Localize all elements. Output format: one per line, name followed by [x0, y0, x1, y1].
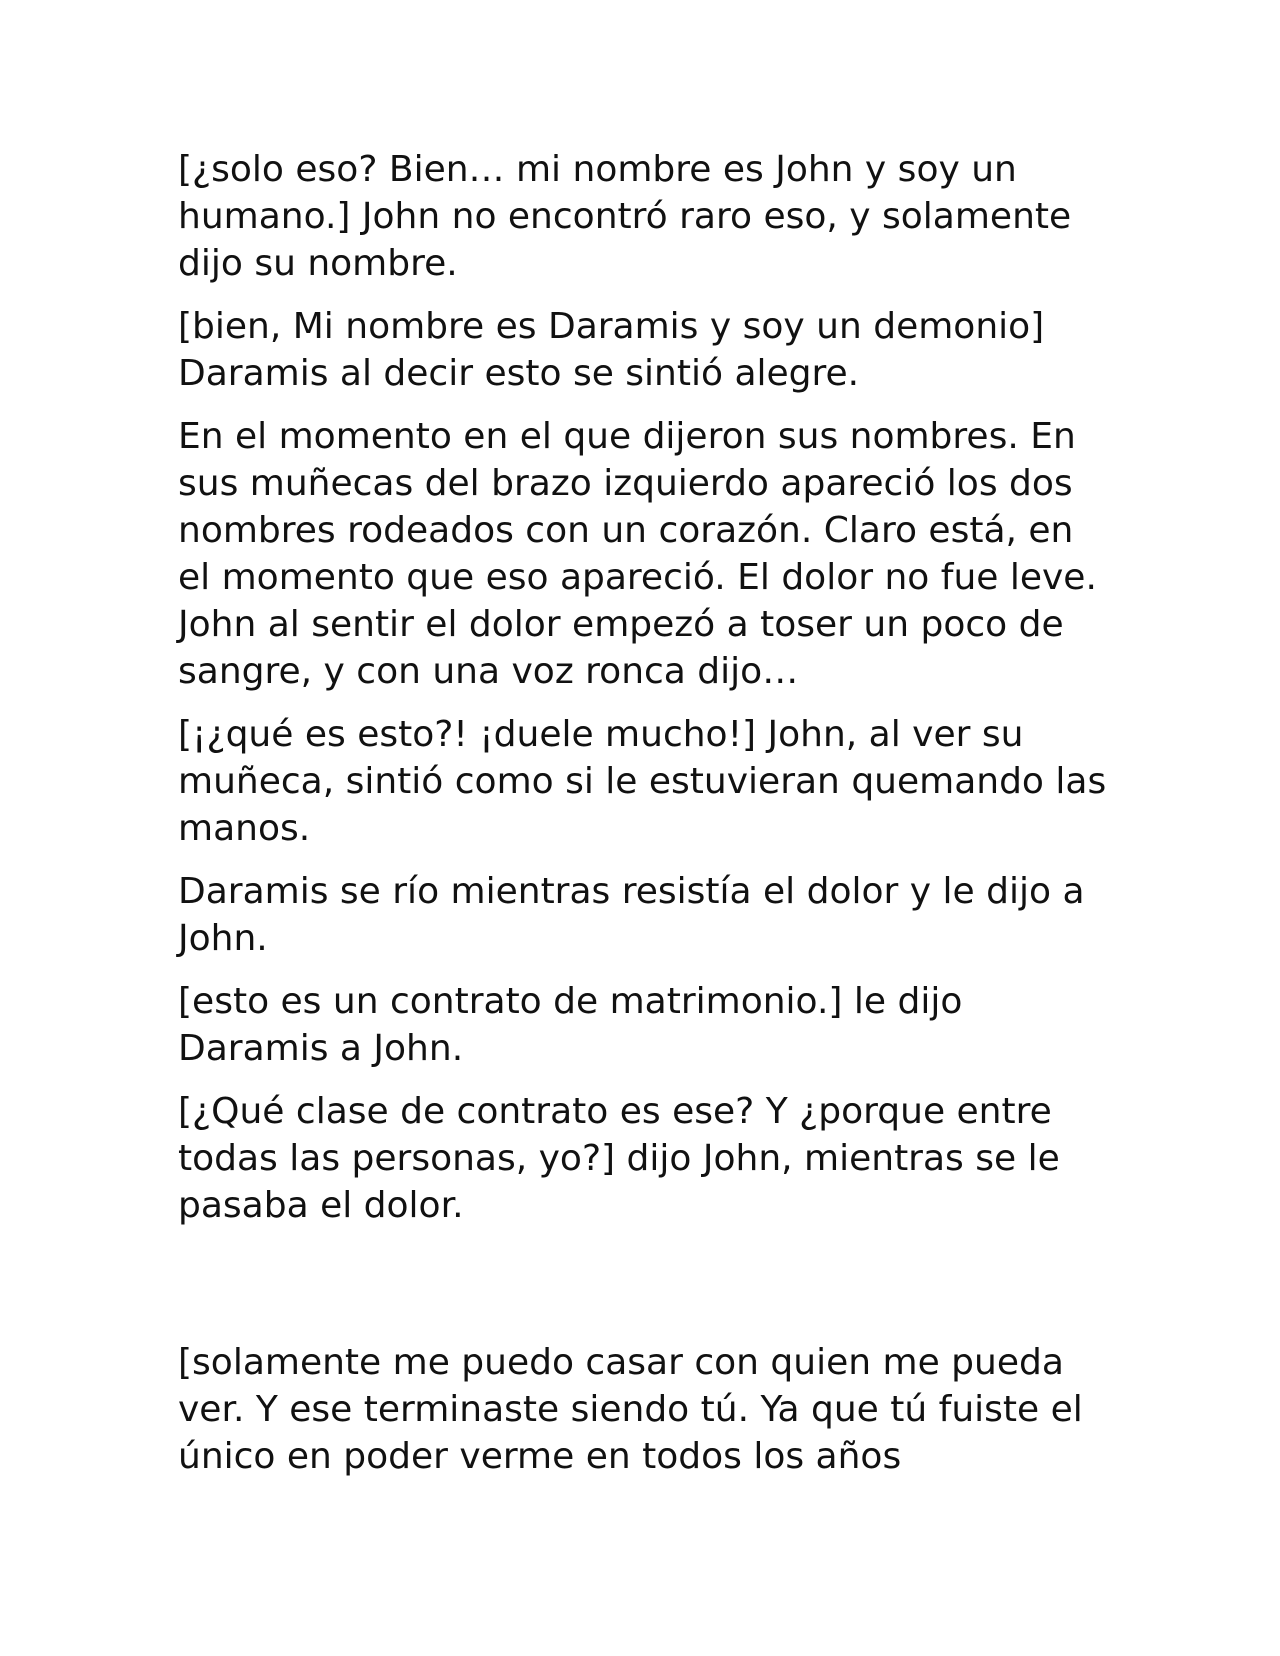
paragraph-4: [¡¿qué es esto?! ¡duele mucho!] John, al ver su muñeca, sintió como si le estuvieran quemando las manos. — [178, 714, 1107, 849]
paragraph-3: En el momento en el que dijeron sus nombres. En sus muñecas del brazo izquierdo apareció los dos nombres rodeados con un corazón. Claro está, en el momento que eso apareció. El dolor no fue leve. John al sentir el dolor empezó a toser un poco de sangre, y con una voz ronca dijo… — [178, 416, 1097, 692]
paragraph-2: [bien, Mi nombre es Daramis y soy un demonio] Daramis al decir esto se sintió alegre. — [178, 306, 1045, 394]
paragraph-1: [¿solo eso? Bien… mi nombre es John y soy un humano.] John no encontró raro eso, y solamente dijo su nombre. — [178, 149, 1072, 284]
paragraph-7: [¿Qué clase de contrato es ese? Y ¿porque entre todas las personas, yo?] dijo John, mientras se le pasaba el dolor. — [178, 1091, 1060, 1226]
paragraph-5: Daramis se río mientras resistía el dolor y le dijo a John. — [178, 871, 1085, 959]
paragraph-6: [esto es un contrato de matrimonio.] le dijo Daramis a John. — [178, 981, 963, 1069]
document-body — [178, 146, 1108, 1496]
paragraph-8: [solamente me puedo casar con quien me pueda ver. Y ese terminaste siendo tú. Ya que tú fuiste el único en poder verme en todos los años — [178, 1342, 1083, 1477]
